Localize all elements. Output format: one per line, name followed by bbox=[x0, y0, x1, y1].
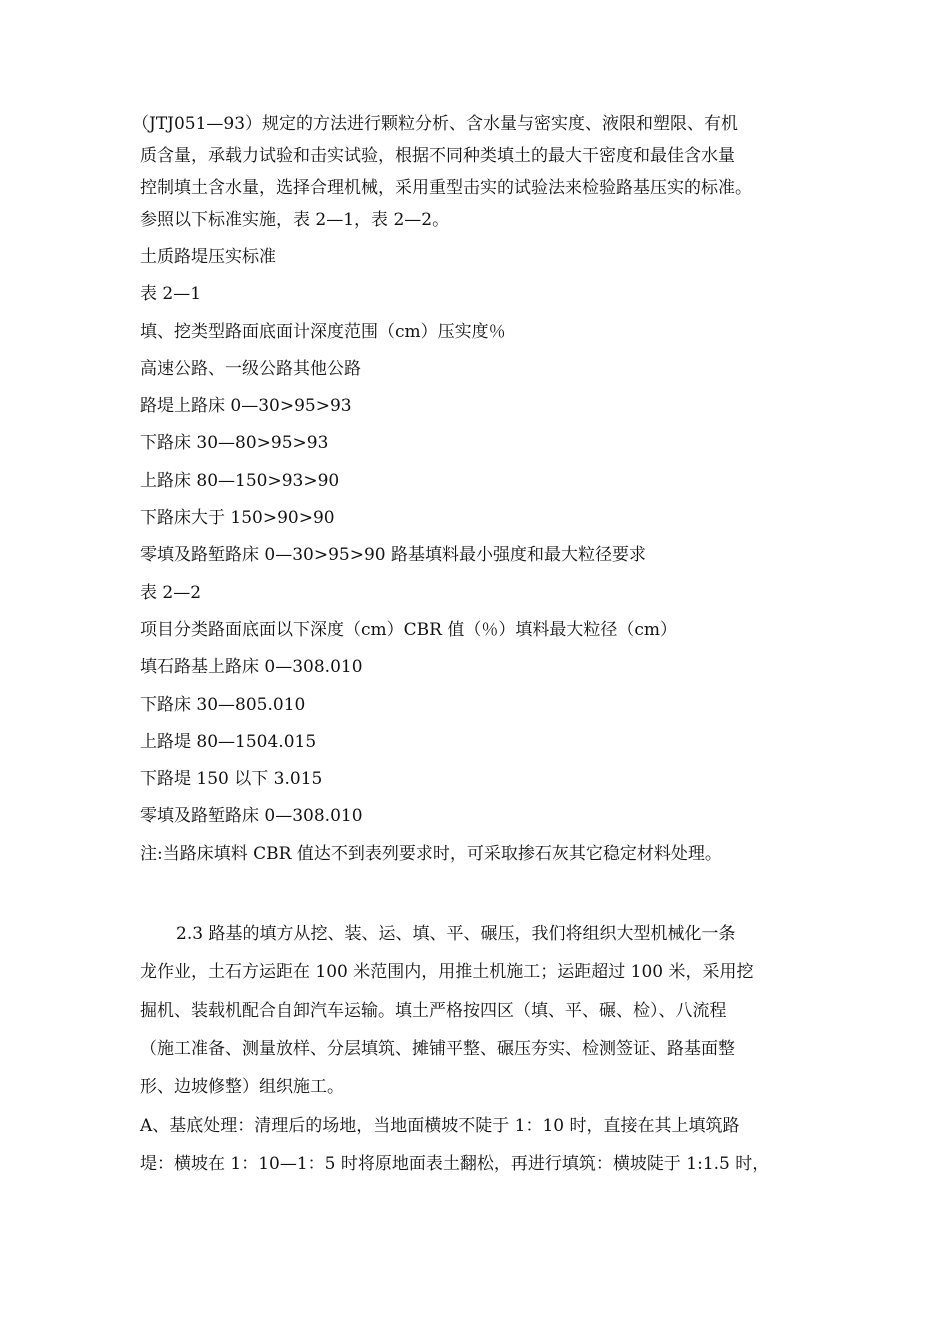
spacer bbox=[140, 873, 820, 915]
list-line: 项目分类路面底面以下深度（cm）CBR 值（％）填料最大粒径（cm） bbox=[140, 619, 677, 640]
list-line: 填石路基上路床 0—308.010 bbox=[140, 657, 363, 678]
standards-list bbox=[140, 239, 820, 873]
list-line: 表 2—1 bbox=[140, 284, 202, 305]
section-line: 堤：横坡在 1：10—1：5 时将原地面表土翻松，再进行填筑：横坡陡于 1:1.5 时， bbox=[140, 1153, 770, 1174]
list-line: 下路床 30—805.010 bbox=[140, 694, 306, 715]
document-body bbox=[132, 108, 820, 1183]
list-line: 下路床 30—80>95>93 bbox=[140, 433, 329, 454]
intro-line: 参照以下标准实施，表 2—1，表 2—2。 bbox=[140, 210, 450, 230]
list-line: 土质路堤压实标准 bbox=[140, 247, 276, 267]
list-line: 表 2—2 bbox=[140, 582, 202, 603]
intro-line: （JTJ051—93）规定的方法进行颗粒分析、含水量与密实度、液限和塑限、有机 bbox=[132, 114, 739, 134]
intro-line: 质含量，承载力试验和击实试验，根据不同种类填土的最大干密度和最佳含水量 bbox=[140, 146, 735, 166]
list-line: 零填及路堑路床 0—308.010 bbox=[140, 806, 363, 827]
intro-line: 控制填土含水量，选择合理机械，采用重型击实的试验法来检验路基压实的标准。 bbox=[140, 178, 752, 198]
section-line: 形、边坡修整）组织施工。 bbox=[140, 1077, 344, 1098]
list-line: 上路堤 80—1504.015 bbox=[140, 731, 317, 752]
list-line: 路堤上路床 0—30>95>93 bbox=[140, 396, 352, 417]
list-line: 下路堤 150 以下 3.015 bbox=[140, 769, 323, 790]
section-line: （施工准备、测量放样、分层填筑、摊铺平整、碾压夯实、检测签证、路基面整 bbox=[140, 1038, 735, 1059]
section-line: A、基底处理：清理后的场地，当地面横坡不陡于 1：10 时，直接在其上填筑路 bbox=[140, 1115, 740, 1136]
list-line: 上路床 80—150>93>90 bbox=[140, 470, 340, 491]
list-line: 填、挖类型路面底面计深度范围（cm）压实度％ bbox=[140, 321, 506, 342]
section-line: 2.3 路基的填方从挖、装、运、填、平、碾压，我们将组织大型机械化一条 bbox=[176, 924, 736, 945]
list-line: 零填及路堑路床 0—30>95>90 路基填料最小强度和最大粒径要求 bbox=[140, 545, 647, 566]
section-line: 龙作业，土石方运距在 100 米范围内，用推土机施工；运距超过 100 米，采用挖 bbox=[140, 962, 754, 983]
list-line: 高速公路、一级公路其他公路 bbox=[140, 358, 361, 379]
note-line: 注:当路床填料 CBR 值达不到表列要求时，可采取掺石灰其它稳定材料处理。 bbox=[140, 843, 722, 864]
list-line: 下路床大于 150>90>90 bbox=[140, 508, 335, 529]
section-line: 掘机、装载机配合自卸汽车运输。填土严格按四区（填、平、碾、检）、八流程 bbox=[140, 1000, 727, 1021]
section-paragraph bbox=[140, 915, 820, 1183]
intro-paragraph bbox=[132, 108, 820, 236]
